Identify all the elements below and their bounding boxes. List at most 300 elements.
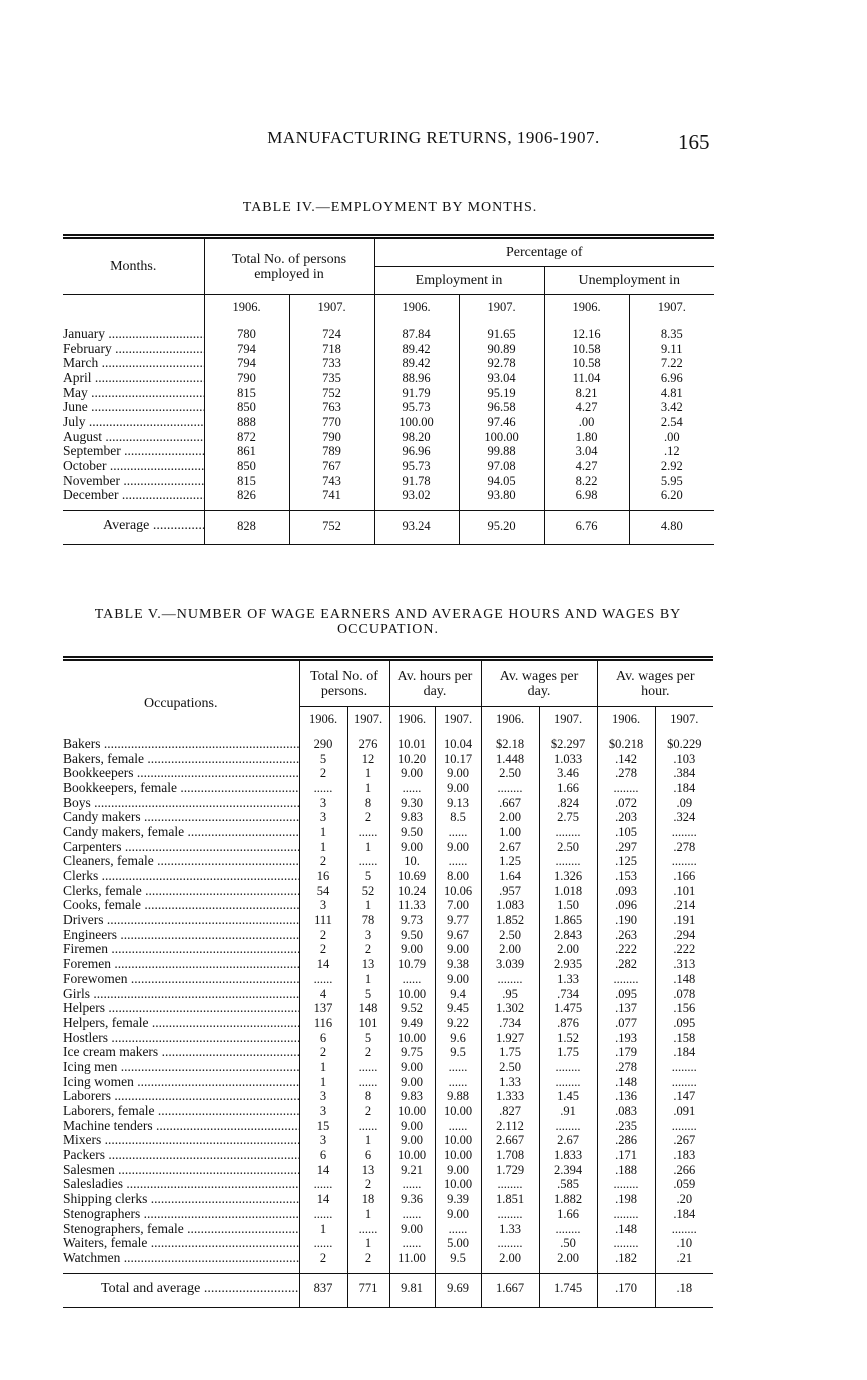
cell-value: 9.5	[450, 1250, 466, 1265]
occupation-row	[63, 942, 713, 957]
cell-value: 2.935	[553, 957, 583, 972]
cell-value: 91.79	[402, 385, 431, 400]
cell-value: ........	[497, 1206, 523, 1221]
cell-value: ........	[497, 1177, 523, 1192]
cell-value: 9.00	[447, 1162, 469, 1177]
cell-value: .137	[615, 1001, 637, 1016]
cell-value: $0.218	[608, 736, 644, 751]
cell-value: 2.00	[557, 1250, 579, 1265]
cell-value: ........	[671, 824, 697, 839]
cell-value: 10.58	[572, 341, 601, 356]
cell-value: 78	[361, 913, 375, 928]
cell-value: .095	[615, 986, 637, 1001]
col-occupations: Occupations.	[63, 659, 299, 733]
cell-value: 1.302	[495, 1001, 525, 1016]
cell-value: 16	[316, 869, 330, 884]
cell-value: 2	[319, 766, 327, 781]
cell-value: 8.22	[575, 473, 598, 488]
cell-value: .267	[673, 1133, 696, 1148]
cell-value: 2.50	[499, 766, 521, 781]
cell-value: .093	[615, 883, 637, 898]
cell-value: 794	[237, 356, 256, 371]
cell-value: 9.00	[401, 1074, 423, 1089]
row-label: December .....	[63, 488, 204, 502]
cell-value: 10.69	[397, 869, 427, 884]
cell-value: ......	[313, 780, 333, 795]
year-header: 1906.	[374, 295, 459, 321]
cell-value: .156	[673, 1001, 696, 1016]
occupation-row	[63, 1236, 713, 1251]
cell-value: 9.21	[401, 1162, 423, 1177]
cell-value: 9.5	[450, 1045, 466, 1060]
cell-value: 9.39	[447, 1192, 469, 1207]
cell-value: 2.394	[553, 1162, 583, 1177]
cell-value: 2	[364, 942, 372, 957]
cell-value: 780	[237, 326, 256, 341]
occupation-row	[63, 839, 713, 854]
cell-value: 10.24	[397, 883, 427, 898]
year-header: 1906.	[389, 707, 435, 733]
cell-value: 9.00	[401, 1118, 423, 1133]
cell-value: 1	[364, 1236, 372, 1251]
cell-value: 767	[322, 459, 341, 474]
cell-value: 4.27	[575, 459, 598, 474]
cell-value: 2.50	[499, 927, 521, 942]
cell-value: 770	[322, 414, 341, 429]
cell-value: 10.00	[443, 1177, 473, 1192]
occupation-row	[63, 1177, 713, 1192]
cell-value: 1.448	[495, 751, 525, 766]
cell-value: 9.11	[661, 341, 683, 356]
table5-wage-earners-by-occupation	[63, 656, 713, 1308]
cell-value: 9.73	[401, 913, 423, 928]
cell-value: 1.851	[495, 1192, 525, 1207]
month-row	[63, 321, 714, 342]
cell-value: ......	[402, 1206, 422, 1221]
cell-value: 3.46	[557, 766, 579, 781]
cell-value: ......	[402, 1177, 422, 1192]
summary-value: 752	[322, 518, 341, 533]
summary-value: 9.81	[401, 1281, 423, 1295]
cell-value: ........	[613, 1236, 639, 1251]
col-av-wages-hour: Av. wages per hour.	[616, 668, 695, 699]
cell-value: 2	[364, 1104, 372, 1119]
cell-value: .136	[615, 1089, 637, 1104]
cell-value: 1	[319, 839, 327, 854]
page-number: 165	[678, 130, 710, 154]
month-row	[63, 356, 714, 371]
cell-value: 2.00	[557, 942, 579, 957]
cell-value: 9.75	[401, 1045, 423, 1060]
cell-value: 718	[322, 341, 341, 356]
cell-value: 90.89	[487, 341, 516, 356]
cell-value: 1.333	[495, 1089, 525, 1104]
occupation-row	[63, 1089, 713, 1104]
cell-value: 1.708	[495, 1148, 525, 1163]
cell-value: 1.882	[553, 1192, 583, 1207]
cell-value: 9.38	[447, 957, 469, 972]
cell-value: 276	[358, 736, 378, 751]
cell-value: 1.75	[557, 1045, 579, 1060]
cell-value: 1.75	[499, 1045, 521, 1060]
row-label: Candy makers, female .....	[63, 825, 299, 839]
summary-value: 771	[358, 1281, 378, 1295]
cell-value: ......	[313, 1206, 333, 1221]
cell-value: ........	[613, 1177, 639, 1192]
summary-value: 95.20	[487, 518, 516, 533]
cell-value: ......	[313, 1177, 333, 1192]
cell-value: 9.00	[401, 1059, 423, 1074]
cell-value: 89.42	[402, 341, 431, 356]
cell-value: 87.84	[402, 326, 431, 341]
cell-value: 2	[319, 854, 327, 869]
row-label: Cleaners, female .....	[63, 854, 299, 868]
cell-value: .00	[578, 414, 595, 429]
year-header: 1906.	[481, 707, 539, 733]
cell-value: 790	[322, 429, 341, 444]
cell-value: .101	[673, 883, 696, 898]
cell-value: 10.00	[397, 1030, 427, 1045]
cell-value: 4.81	[660, 385, 683, 400]
total-row	[63, 1273, 713, 1303]
cell-value: 763	[322, 400, 341, 415]
cell-value: 6	[319, 1030, 327, 1045]
cell-value: .158	[673, 1030, 696, 1045]
cell-value: .184	[673, 780, 696, 795]
cell-value: .125	[615, 854, 637, 869]
cell-value: 2	[364, 1177, 372, 1192]
cell-value: ......	[358, 1118, 378, 1133]
cell-value: 9.83	[401, 1089, 423, 1104]
cell-value: 13	[361, 957, 375, 972]
row-label: Engineers .....	[63, 927, 299, 941]
cell-value: 826	[237, 488, 256, 503]
occupation-row	[63, 1251, 713, 1266]
occupation-row	[63, 825, 713, 840]
cell-value: .148	[673, 971, 696, 986]
cell-value: .103	[673, 751, 696, 766]
cell-value: 2	[319, 927, 327, 942]
occupation-row	[63, 1016, 713, 1031]
cell-value: 815	[237, 385, 256, 400]
cell-value: 9.49	[401, 1015, 423, 1030]
cell-value: .50	[560, 1236, 576, 1251]
cell-value: 790	[237, 370, 256, 385]
row-label: Salesladies .....	[63, 1177, 299, 1191]
cell-value: .278	[615, 766, 637, 781]
cell-value: .184	[673, 1045, 696, 1060]
summary-value: 6.76	[575, 518, 598, 533]
cell-value: .876	[557, 1015, 579, 1030]
cell-value: 1	[364, 971, 372, 986]
cell-value: 94.05	[487, 473, 516, 488]
cell-value: .179	[615, 1045, 637, 1060]
cell-value: 15	[316, 1118, 330, 1133]
cell-value: .667	[499, 795, 521, 810]
row-label: March .....	[63, 356, 204, 370]
cell-value: .147	[673, 1089, 696, 1104]
cell-value: 137	[313, 1001, 333, 1016]
occupation-row	[63, 972, 713, 987]
cell-value: 741	[322, 488, 341, 503]
occupation-row	[63, 1192, 713, 1207]
cell-value: 10.01	[397, 736, 427, 751]
cell-value: 2.00	[499, 1250, 521, 1265]
cell-value: 8.5	[450, 810, 466, 825]
occupation-row	[63, 1148, 713, 1163]
month-row	[63, 429, 714, 444]
cell-value: 3.039	[495, 957, 525, 972]
cell-value: .824	[557, 795, 579, 810]
row-label: June .....	[63, 400, 204, 414]
cell-value: 815	[237, 473, 256, 488]
cell-value: 1.66	[557, 1206, 579, 1221]
row-label: Stenographers .....	[63, 1207, 299, 1221]
cell-value: .734	[557, 986, 579, 1001]
cell-value: 91.78	[402, 473, 431, 488]
row-label: May .....	[63, 385, 204, 399]
cell-value: 52	[361, 883, 375, 898]
cell-value: 91.65	[487, 326, 516, 341]
cell-value: 2.54	[660, 414, 683, 429]
row-label: Watchmen .....	[63, 1251, 299, 1265]
cell-value: .184	[673, 1206, 696, 1221]
summary-value: 837	[313, 1281, 333, 1295]
occupation-row	[63, 733, 713, 752]
cell-value: ......	[448, 1118, 468, 1133]
cell-value: ........	[555, 1221, 581, 1236]
cell-value: 96.96	[402, 444, 431, 459]
cell-value: 850	[237, 400, 256, 415]
cell-value: 9.00	[447, 766, 469, 781]
row-label: Girls .....	[63, 986, 299, 1000]
occupation-row	[63, 913, 713, 928]
row-label: September .....	[63, 444, 204, 458]
cell-value: .193	[615, 1030, 637, 1045]
year-header: 1907.	[539, 707, 597, 733]
row-label: Helpers, female .....	[63, 1016, 299, 1030]
cell-value: 2	[319, 1045, 327, 1060]
occupation-row	[63, 1118, 713, 1133]
occupation-row	[63, 883, 713, 898]
cell-value: 9.4	[450, 986, 466, 1001]
cell-value: 9.50	[401, 927, 423, 942]
cell-value: 7.00	[447, 898, 469, 913]
cell-value: 2	[364, 1045, 372, 1060]
cell-value: 10.	[404, 854, 420, 869]
cell-value: 97.46	[487, 414, 516, 429]
year-header: 1906.	[597, 707, 655, 733]
cell-value: ........	[497, 780, 523, 795]
cell-value: .91	[560, 1104, 576, 1119]
row-label: Stenographers, female .....	[63, 1221, 299, 1235]
cell-value: 9.52	[401, 1001, 423, 1016]
cell-value: 1.45	[557, 1089, 579, 1104]
cell-value: 3	[319, 1133, 327, 1148]
row-label: Forewomen .....	[63, 972, 299, 986]
month-row	[63, 415, 714, 430]
cell-value: 2.67	[499, 839, 521, 854]
cell-value: 14	[316, 1192, 330, 1207]
table5-title: TABLE V.—NUMBER OF WAGE EARNERS AND AVERAGE HOURS AND WAGES BY OCCUPATION.	[94, 607, 682, 637]
cell-value: 735	[322, 370, 341, 385]
cell-value: $0.229	[667, 736, 702, 751]
cell-value: 12	[361, 751, 375, 766]
cell-value: 1.833	[553, 1148, 583, 1163]
cell-value: 1.33	[499, 1074, 521, 1089]
row-label: Clerks, female .....	[63, 883, 299, 897]
summary-value: 93.24	[402, 518, 431, 533]
cell-value: 1.326	[553, 869, 583, 884]
summary-value: .18	[676, 1281, 693, 1295]
cell-value: .148	[615, 1221, 637, 1236]
running-head: MANUFACTURING RETURNS, 1906-1907.	[267, 128, 600, 147]
cell-value: .20	[676, 1192, 693, 1207]
cell-value: ........	[671, 1059, 697, 1074]
cell-value: 14	[316, 1162, 330, 1177]
cell-value: 1	[319, 824, 327, 839]
month-row	[63, 400, 714, 415]
month-row	[63, 488, 714, 503]
cell-value: 752	[322, 385, 341, 400]
row-label: November .....	[63, 473, 204, 487]
cell-value: 11.04	[572, 370, 601, 385]
col-months: Months.	[63, 237, 204, 295]
cell-value: 11.33	[398, 898, 426, 913]
cell-value: 9.67	[447, 927, 469, 942]
cell-value: 6	[319, 1148, 327, 1163]
year-header: 1907.	[435, 707, 481, 733]
cell-value: .188	[615, 1162, 637, 1177]
cell-value: 724	[322, 326, 341, 341]
cell-value: 10.17	[443, 751, 473, 766]
cell-value: .585	[557, 1177, 579, 1192]
cell-value: .00	[663, 429, 680, 444]
cell-value: .203	[615, 810, 637, 825]
summary-label: Total and average .....	[101, 1281, 299, 1296]
cell-value: .21	[676, 1250, 693, 1265]
year-header: 1907.	[347, 707, 389, 733]
cell-value: .142	[615, 751, 637, 766]
cell-value: 10.20	[397, 751, 427, 766]
cell-value: .096	[615, 898, 637, 913]
cell-value: ........	[555, 1118, 581, 1133]
cell-value: 10.00	[397, 1148, 427, 1163]
cell-value: 10.58	[572, 356, 601, 371]
cell-value: .183	[673, 1148, 696, 1163]
month-row	[63, 371, 714, 386]
year-header: 1907.	[629, 295, 714, 321]
occupation-row	[63, 795, 713, 810]
cell-value: ......	[402, 780, 422, 795]
cell-value: 95.19	[487, 385, 516, 400]
cell-value: ......	[448, 854, 468, 869]
cell-value: 9.36	[401, 1192, 423, 1207]
row-label: January .....	[63, 326, 204, 341]
cell-value: 9.22	[447, 1015, 469, 1030]
cell-value: .214	[673, 898, 696, 913]
cell-value: ......	[358, 854, 378, 869]
cell-value: 10.04	[443, 736, 473, 751]
occupation-row	[63, 1104, 713, 1119]
cell-value: 9.00	[401, 766, 423, 781]
row-label: Drivers .....	[63, 913, 299, 927]
year-header: 1907.	[655, 707, 713, 733]
cell-value: 10.00	[443, 1104, 473, 1119]
cell-value: 872	[237, 429, 256, 444]
cell-value: $2.297	[550, 736, 586, 751]
row-label: April .....	[63, 371, 204, 385]
occupation-row	[63, 986, 713, 1001]
year-header: 1907.	[289, 295, 374, 321]
occupation-row	[63, 1045, 713, 1060]
cell-value: 96.58	[487, 400, 516, 415]
row-label: October .....	[63, 459, 204, 473]
cell-value: .083	[615, 1104, 637, 1119]
cell-value: 9.00	[401, 1221, 423, 1236]
summary-value: .170	[615, 1281, 637, 1295]
cell-value: ......	[448, 1221, 468, 1236]
cell-value: 9.6	[450, 1030, 466, 1045]
cell-value: ........	[613, 780, 639, 795]
row-label: Icing men .....	[63, 1060, 299, 1074]
cell-value: 8	[364, 1089, 372, 1104]
cell-value: 1.64	[499, 869, 521, 884]
cell-value: 13	[361, 1162, 375, 1177]
cell-value: 5.00	[447, 1236, 469, 1251]
cell-value: 8.21	[575, 385, 598, 400]
cell-value: 1.25	[499, 854, 521, 869]
row-label: Icing women .....	[63, 1074, 299, 1088]
cell-value: 10.00	[443, 1148, 473, 1163]
cell-value: 850	[237, 459, 256, 474]
row-label: Boys .....	[63, 795, 299, 809]
cell-value: 9.00	[401, 1133, 423, 1148]
occupation-row	[63, 927, 713, 942]
row-label: Salesmen .....	[63, 1162, 299, 1176]
cell-value: 14	[316, 957, 330, 972]
row-label: Candy makers .....	[63, 810, 299, 824]
cell-value: ........	[555, 854, 581, 869]
cell-value: 2.67	[557, 1133, 579, 1148]
cell-value: ......	[448, 824, 468, 839]
cell-value: 6	[364, 1148, 372, 1163]
col-av-hours: Av. hours per day.	[389, 659, 481, 707]
cell-value: ......	[448, 1059, 468, 1074]
cell-value: 1.52	[557, 1030, 579, 1045]
cell-value: 2.843	[553, 927, 583, 942]
cell-value: ........	[671, 1118, 697, 1133]
cell-value: ........	[497, 971, 523, 986]
cell-value: 5	[364, 869, 372, 884]
cell-value: .072	[615, 795, 637, 810]
cell-value: ......	[358, 1221, 378, 1236]
cell-value: 2.50	[499, 1059, 521, 1074]
cell-value: 1	[319, 1221, 327, 1236]
average-row	[63, 511, 714, 541]
cell-value: 1	[364, 1206, 372, 1221]
cell-value: .171	[615, 1148, 637, 1163]
cell-value: .282	[615, 957, 637, 972]
cell-value: 1.852	[495, 913, 525, 928]
summary-label: Average .....	[103, 518, 204, 533]
cell-value: 101	[358, 1015, 378, 1030]
cell-value: 1.80	[575, 429, 598, 444]
cell-value: 1	[319, 1059, 327, 1074]
cell-value: 10.00	[397, 1104, 427, 1119]
cell-value: 5.95	[660, 473, 683, 488]
cell-value: 99.88	[487, 444, 516, 459]
